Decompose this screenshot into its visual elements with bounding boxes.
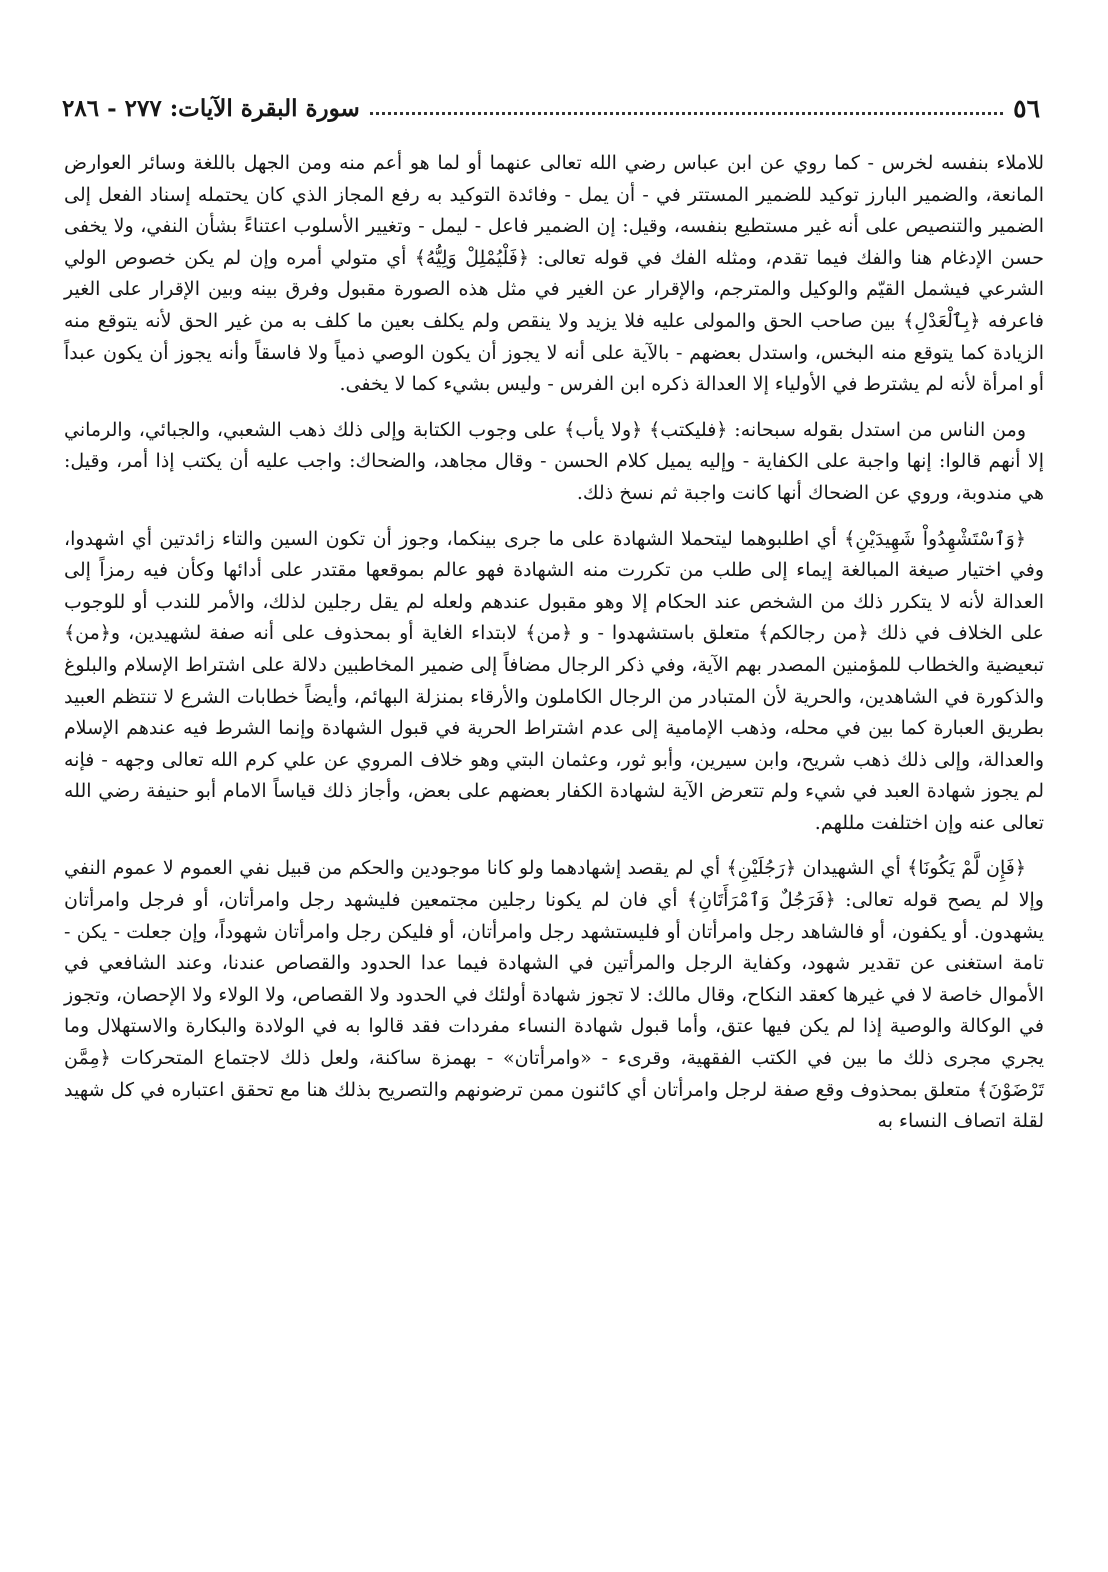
paragraph: ﴿وَٱسْتَشْهِدُواْ شَهِيدَيْنِ﴾ أي اطلبوهما ليتحملا الشهادة على ما جرى بينكما، وجوز أن تكون السين والتاء زائدتين أي اشهدوا، وفي اختيار صيغة المبالغة إيماء إلى طلب من تكررت منه الشهادة فهو عالم بموقعها مقتدر على أدائها وكأن فيه رمزاً إلى العدالة لأنه لا يتكرر ذلك من الشخص عند الحكام إلا وهو مقبول عندهم ولعله لم يقل رجلين لذلك، والأمر للندب أو للوجوب على الخلاف في ذلك ﴿من رجالكم﴾ متعلق باستشهدوا - و ﴿من﴾ لابتداء الغاية أو بمحذوف على أنه صفة لشهيدين، و﴿من﴾ تبعيضية والخطاب للمؤمنين المصدر بهم الآية، وفي ذكر الرجال مضافاً إلى ضمير المخاطبين دلالة على اشتراط الإسلام والبلوغ والذكورة في الشاهدين، والحرية لأن المتبادر من الرجال الكاملون والأرقاء بمنزلة البهائم، وأيضاً خطابات الشرع لا تنتظم العبيد بطريق العبارة كما بين في محله، وذهب الإمامية إلى عدم اشتراط الحرية في قبول الشهادة وإنما الشرط فيه عندهم الإسلام والعدالة، وإلى ذلك ذهب شريح، وابن سيرين، وأبو ثور، وعثمان البتي وهو خلاف المروي عن علي كرم الله تعالى وجهه - فإنه لم يجوز شهادة العبد في شيء ولم تتعرض الآية لشهادة الكفار بعضهم على بعض، وأجاز ذلك قياساً الامام أبو حنيفة رضي الله تعالى عنه وإن اختلفت مللهم.	[64, 527, 1044, 834]
surah-title: سورة البقرة الآيات: ٢٧٧ - ٢٨٦	[62, 94, 360, 122]
page-number: ٥٦	[1013, 93, 1040, 123]
paragraph: ﴿فَإِن لَّمْ يَكُونَا﴾ أي الشهيدان ﴿رَجُلَيْنِ﴾ أي لم يقصد إشهادهما ولو كانا موجودين والحكم من قبيل نفي العموم لا عموم النفي وإلا لم يصح قوله تعالى: ﴿فَرَجُلٌ وَٱمْرَأَتَانِ﴾ أي فان لم يكونا رجلين مجتمعين فليشهد رجل وامرأتان، أو فرجل وامرأتان يشهدون. أو يكفون، أو فالشاهد رجل وامرأتان أو فليستشهد رجل وامرأتان، أو فليكن رجل وامرأتان شهوداً، وإن جعلت - يكن - تامة استغنى عن تقدير شهود، وكفاية الرجل والمرأتين في الشهادة فيما عدا الحدود والقصاص عندنا، وعند الشافعي في الأموال خاصة لا في غيرها كعقد النكاح، وقال مالك: لا تجوز شهادة أولئك في الحدود ولا القصاص، ولا الولاء ولا الإحصان، وتجوز في الوكالة والوصية إذا لم يكن فيها عتق، وأما قبول شهادة النساء مفردات فقد قالوا به في الولادة والبكارة والاستهلال وما يجري مجرى ذلك ما بين في الكتب الفقهية، وقرىء - «وامرأتان» - بهمزة ساكنة، ولعل ذلك لاجتماع المتحركات ﴿مِمَّن تَرْضَوْنَ﴾ متعلق بمحذوف وقع صفة لرجل وامرأتان أي كائنون ممن ترضونهم والتصريح بذلك هنا مع تحقق اعتباره في كل شهيد لقلة اتصاف النساء به	[64, 857, 1044, 1133]
paragraph: ومن الناس من استدل بقوله سبحانه: ﴿فليكتب﴾ ﴿ولا يأب﴾ على وجوب الكتابة وإلى ذلك ذهب الشعبي، والجبائي، والرماني إلا أنهم قالوا: إنها واجبة على الكفاية - وإليه يميل كلام الحسن - وقال مجاهد، والضحاك: واجب عليه أن يكتب إذا أمر، وقيل: هي مندوبة، وروي عن الضحاك أنها كانت واجبة ثم نسخ ذلك.	[64, 418, 1044, 504]
paragraph: للاملاء بنفسه لخرس - كما روي عن ابن عباس رضي الله تعالى عنهما أو لما هو أعم منه ومن الجهل باللغة وسائر العوارض المانعة، والضمير البارز توكيد للضمير المستتر في - أن يمل - وفائدة التوكيد به رفع المجاز الذي كان يحتمله إسناد الفعل إلى الضمير والتنصيص على أنه غير مستطيع بنفسه، وقيل: إن الضمير فاعل - ليمل - وتغيير الأسلوب اعتناءً بشأن النفي، ولا يخفى حسن الإدغام هنا والفك فيما تقدم، ومثله الفك في قوله تعالى: ﴿فَلْيُمْلِلْ وَلِيُّهُ﴾ أي متولي أمره وإن لم يكن خصوص الولي الشرعي فيشمل القيّم والوكيل والمترجم، والإقرار عن الغير في مثل هذه الصورة مقبول وفرق بينه وبين الإقرار على الغير فاعرفه ﴿بِٱلْعَدْلِ﴾ بين صاحب الحق والمولى عليه فلا يزيد ولا ينقص ولم يكلف بعين ما كلف به من غير الحق لأنه يتوقع منه الزيادة كما يتوقع منه البخس، واستدل بعضهم - بالآية على أنه لا يجوز أن يكون الوصي ذمياً ولا فاسقاً وأنه يجوز أن يكون عبداً أو امرأة لأنه لم يشترط في الأولياء إلا العدالة ذكره ابن الفرس - وليس بشيء كما لا يخفى.	[64, 152, 1044, 396]
dotted-leader	[370, 112, 1003, 115]
commentary-text	[64, 148, 1044, 1138]
running-header	[62, 88, 1040, 128]
